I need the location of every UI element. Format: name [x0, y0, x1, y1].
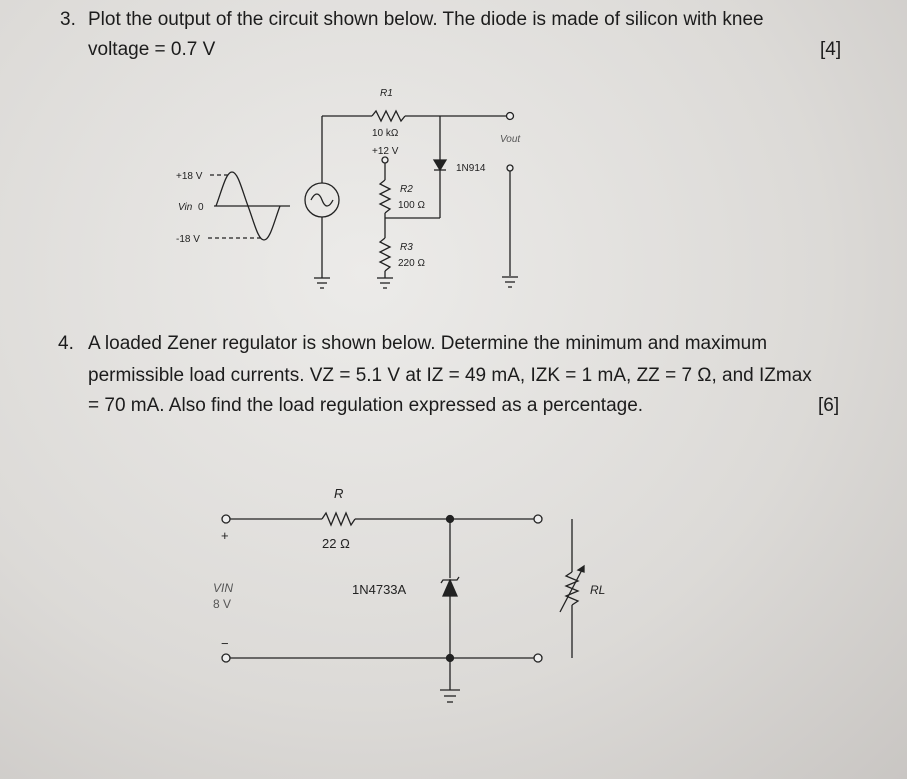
r-label: R — [334, 486, 344, 501]
r-series-resistor-icon — [322, 513, 355, 525]
r1-value: 10 kΩ — [372, 128, 399, 139]
question-3-number: 3. — [60, 9, 76, 30]
question-4-line-1: A loaded Zener regulator is shown below. Determine the minimum and maximum — [88, 333, 768, 354]
minus-label: − — [221, 636, 229, 651]
r3-label: R3 — [400, 242, 413, 253]
vin-label: Vin — [178, 202, 193, 213]
v-zero-label: 0 — [198, 202, 204, 213]
question-4-line-3: = 70 mA. Also find the load regulation expressed as a percentage. — [88, 395, 644, 416]
question-4-marks: [6] — [818, 395, 840, 416]
bias-label: +12 V — [372, 146, 399, 157]
r2-label: R2 — [400, 184, 413, 195]
r-value: 22 Ω — [322, 536, 350, 551]
zener-label: 1N4733A — [352, 582, 407, 597]
zener-diode-icon — [443, 580, 457, 596]
ground-icon — [314, 278, 330, 288]
r2-resistor-icon — [380, 180, 390, 213]
r1-resistor-icon — [372, 111, 405, 121]
r3-value: 220 Ω — [398, 258, 425, 269]
question-4-line-2: permissible load currents. VZ = 5.1 V at IZ = 49 mA, IZK = 1 mA, ZZ = 7 Ω, and IZmax — [88, 365, 812, 386]
r1-label: R1 — [380, 88, 393, 99]
r3-resistor-icon — [380, 238, 390, 271]
v-pos-label: +18 V — [176, 171, 203, 182]
question-3-marks: [4] — [820, 39, 842, 60]
input-waveform — [208, 172, 290, 240]
vout-label: Vout — [500, 134, 521, 145]
vin-label-q4: VIN — [213, 581, 234, 595]
question-4-number: 4. — [58, 333, 74, 354]
diode-label: 1N914 — [456, 163, 486, 174]
vin-value: 8 V — [213, 597, 232, 611]
question-3-line-2: voltage = 0.7 V — [88, 39, 216, 60]
r2-value: 100 Ω — [398, 200, 425, 211]
rl-label: RL — [590, 583, 606, 597]
question-3-line-1: Plot the output of the circuit shown below. The diode is made of silicon with knee — [88, 9, 764, 30]
v-neg-label: -18 V — [176, 234, 200, 245]
plus-label: + — [221, 528, 229, 543]
diode-icon — [434, 160, 446, 170]
